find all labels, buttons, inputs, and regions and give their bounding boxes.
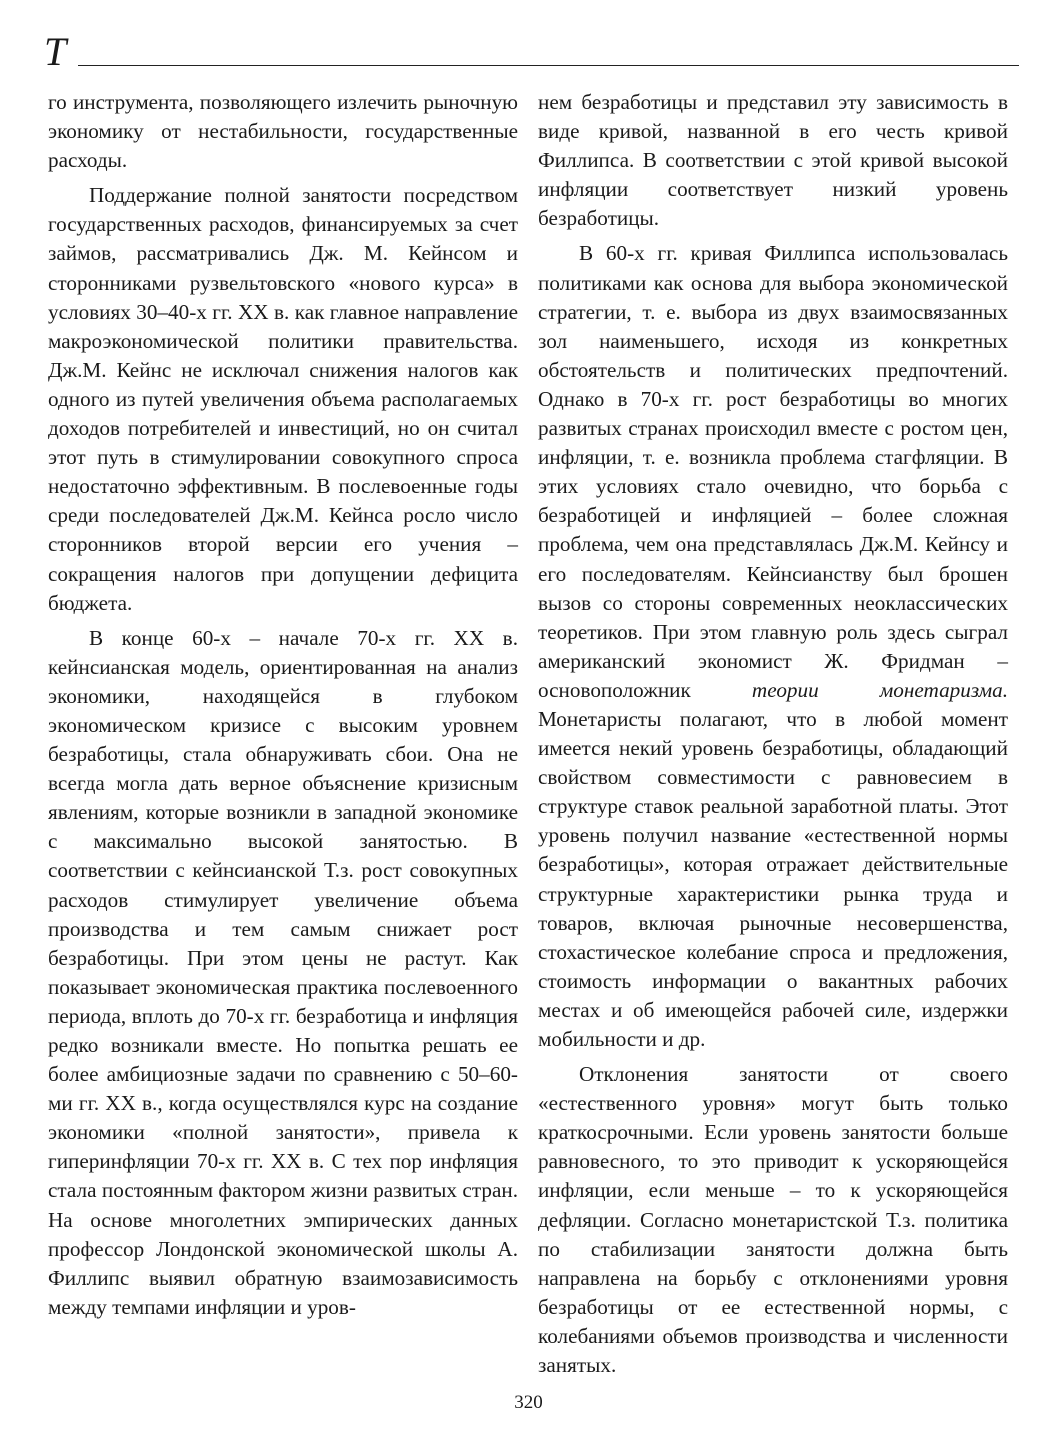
header-rule [78, 65, 1019, 66]
right-column [538, 88, 1008, 1380]
italic-term: теории монетаризма. [751, 677, 1008, 702]
page-number: 320 [514, 1392, 543, 1413]
paragraph: Отклонения занятости от своего «естественного уровня» могут быть только краткосрочными. Если уровень занятости больше равновесного, то это приводит к ускоряющейся инфляции, если меньше – то к ускоряющейся дефляции. Согласно монетаристской Т.з. политика по стабилизации занятости должна быть направлена на борьбу с отклонениями уровня безработицы от ее естественной нормы, с колебаниями объемов производства и численности занятых. [538, 1062, 1008, 1378]
paragraph-text: Монетаристы полагают, что в любой момент имеется некий уровень безработицы, обладающий свойством совместимости с равновесием в структуре ставок реальной заработной платы. Этот уровень получил название «естественной нормы безработицы», которая отражает действительные структурные характеристики рынка труда и товаров, включая рыночные несовершенства, стохастическое колебание спроса и предложения, стоимость информации о вакантных рабочих местах и об имеющейся рабочей силе, издержки мобильности и др. [538, 706, 1008, 1051]
paragraph-continuation: го инструмента, позволяющего излечить рыночную экономику от нестабильности, государственные расходы. [48, 90, 518, 173]
header-letter: Т [44, 29, 67, 74]
running-header [44, 28, 1019, 74]
paragraph: Поддержание полной занятости посредством государственных расходов, финансируемых за счет займов, рассматривались Дж. М. Кейнсом и сторонниками рузвельтовского «нового курса» в условиях 30–40-х гг. XX в. как главное направление макроэкономической политики правительства. Дж.М. Кейнс не исключал снижения налогов как одного из путей увеличения объема располагаемых доходов потребителей и инвестиций, но он считал этот путь в стимулировании совокупного спроса недостаточно эффективным. В послевоенные годы среди последователей Дж.М. Кейнса росло число сторонников второй версии его учения – сокращения налогов при допущении дефицита бюджета. [48, 183, 518, 615]
left-column [48, 88, 518, 1322]
paragraph-continuation: нем безработицы и представил эту зависимость в виде кривой, названной в его честь кривой Филлипса. В соответствии с этой кривой высокой инфляции соответствует низкий уровень безработицы. [538, 90, 1008, 231]
paragraph [538, 239, 1008, 1054]
paragraph-text: В 60-х гг. кривая Филлипса использовалась политиками как основа для выбора экономической стратегии, т. е. выбора из двух взаимосвязанных зол наименьшего, исходя из конкретных обстоятельств и политических предпочтений. Однако в 70-х гг. рост безработицы во многих развитых странах происходил вместе с ростом цен, инфляции, т. е. возникла проблема стагфляции. В этих условиях стало очевидно, что борьба с безработицей и инфляцией – более сложная проблема, чем она представлялась Дж.М. Кейнсу и его последователям. Кейнсианству был брошен вызов со стороны современных неоклассических теоретиков. При этом главную роль здесь сыграл американский экономист Ж. Фридман – основоположник [538, 241, 1008, 702]
paragraph: В конце 60-х – начале 70-х гг. XX в. кейнсианская модель, ориентированная на анализ экономики, находящейся в глубоком экономическом кризисе с высоким уровнем безработицы, стала обнаруживать сбои. Она не всегда могла дать верное объяснение кризисным явлениям, которые возникли в западной экономике с максимально высокой занятостью. В соответствии с кейнсианской Т.з. рост совокупных расходов стимулирует увеличение объема производства и тем самым снижает рост безработицы. При этом цены не растут. Как показывает экономическая практика послевоенного периода, вплоть до 70-х гг. безработица и инфляция редко возникали вместе. Но попытка решать ее более амбициозные задачи по сравнению с 50–60-ми гг. XX в., когда осуществлялся курс на создание экономики «полной занятости», привела к гиперинфляции 70-х гг. XX в. С тех пор инфляция стала постоянным фактором жизни развитых стран. На основе многолетних эмпирических данных профессор Лондонской экономической школы А. Филлипс выявил обратную взаимозависимость между темпами инфляции и уров- [48, 625, 518, 1319]
